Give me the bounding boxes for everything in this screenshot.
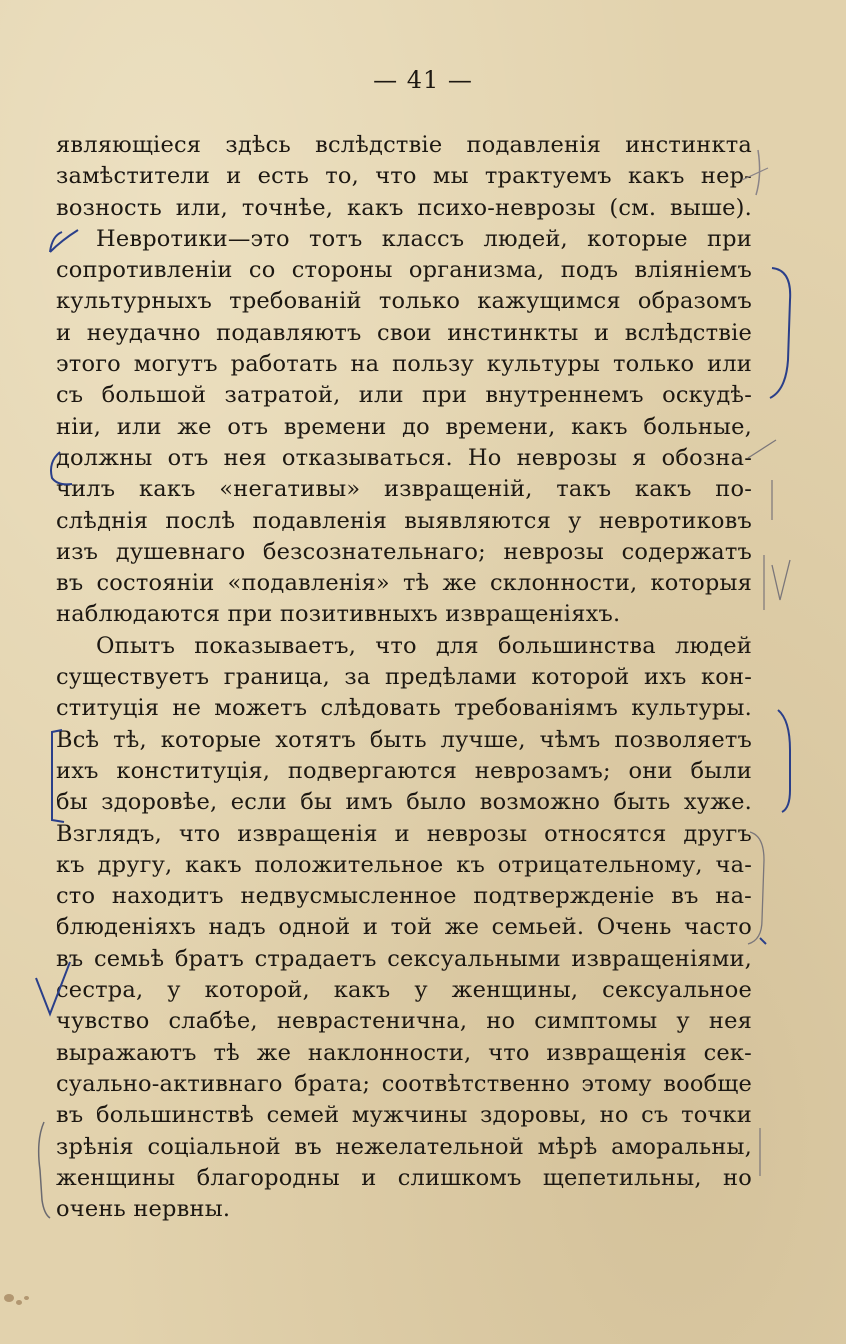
text-line: ніи, или же отъ времени до времени, какъ больные, <box>56 413 752 440</box>
text-line: очень нервны. <box>56 1196 231 1223</box>
body-text <box>56 130 752 1225</box>
text-line: являющіеся здѣсь вслѣдствіе подавленія инстинкта <box>56 132 752 158</box>
text-line: съ большой затратой, или при внутреннемъ оскудѣ- <box>56 382 752 409</box>
stain-spot <box>4 1294 14 1302</box>
text-line: ихъ конституція, подвергаются неврозамъ; они были <box>56 757 752 784</box>
text-line: въ большинствѣ семей мужчины здоровы, но съ точки <box>56 1102 752 1129</box>
text-line: сто находитъ недвусмысленное подтвержденіе въ на- <box>56 883 752 910</box>
text-line: слѣднія послѣ подавленія выявляются у невротиковъ <box>56 507 752 534</box>
text-line: бы здоровѣе, если бы имъ было возможно быть хуже. <box>56 789 752 816</box>
text-line: и неудачно подавляютъ свои инстинкты и вслѣдствіе <box>56 319 752 346</box>
text-line: возность или, точнѣе, какъ психо-неврозы (см. выше). <box>56 194 752 221</box>
text-line: этого могутъ работать на пользу культуры только или <box>56 351 752 378</box>
stain-spot <box>24 1296 29 1300</box>
grey-bracket-left <box>39 1122 50 1218</box>
text-line: чилъ какъ «негативы» извращеній, такъ какъ по- <box>56 476 752 503</box>
text-line: въ состояніи «подавленія» тѣ же склонности, которыя <box>56 570 752 597</box>
text-line: культурныхъ требованій только кажущимся образомъ <box>56 288 752 315</box>
blue-bracket-right-1 <box>770 268 790 398</box>
text-line: ституція не можетъ слѣдовать требованіямъ культуры. <box>56 695 752 722</box>
text-line: Всѣ тѣ, которые хотятъ быть лучше, чѣмъ позволяетъ <box>56 726 752 753</box>
text-line: изъ душевнаго безсознательнаго; неврозы содержатъ <box>56 538 752 565</box>
text-line: сестра, у которой, какъ у женщины, сексуальное <box>56 977 752 1004</box>
grey-line-right-1 <box>748 440 776 458</box>
blue-dot-right <box>760 938 766 944</box>
text-line: замѣстители и есть то, что мы трактуемъ какъ нер- <box>56 163 752 190</box>
text-line: выражаютъ тѣ же наклонности, что извращенія сек- <box>56 1039 752 1066</box>
text-line: чувство слабѣе, неврастенична, но симптомы у нея <box>56 1008 752 1035</box>
text-line: въ семьѣ братъ страдаетъ сексуальными извращеніями, <box>56 945 752 972</box>
text-line: женщины благородны и слишкомъ щепетильны, но <box>56 1164 752 1191</box>
text-line: Опытъ показываетъ, что для большинства людей <box>96 632 752 659</box>
text-line: сопротивленіи со стороны организма, подъ вліяніемъ <box>56 257 752 284</box>
grey-v-mark <box>772 560 790 600</box>
text-line: зрѣнія соціальной въ нежелательной мѣрѣ аморальны, <box>56 1133 752 1160</box>
text-line: наблюдаются при позитивныхъ извращеніяхъ. <box>56 601 621 628</box>
page-number: — 41 — <box>373 66 473 94</box>
text-line: Невротики—это тотъ классъ людей, которые при <box>96 225 752 252</box>
text-line: существуетъ граница, за предѣлами которой ихъ кон- <box>56 664 752 691</box>
text-line: къ другу, какъ положительное къ отрицательному, ча- <box>56 851 752 878</box>
blue-bracket-right-2 <box>778 710 790 812</box>
text-line: суально-активнаго брата; соотвѣтственно этому вообще <box>56 1070 752 1097</box>
text-line: должны отъ нея отказываться. Но неврозы я обозна- <box>56 444 752 471</box>
stain-spot <box>16 1300 22 1305</box>
text-line: Взглядъ, что извращенія и неврозы относятся другъ <box>56 820 752 847</box>
margin-mark-top-right <box>756 150 760 195</box>
text-line: блюденіяхъ надъ одной и той же семьей. Очень часто <box>56 914 752 941</box>
